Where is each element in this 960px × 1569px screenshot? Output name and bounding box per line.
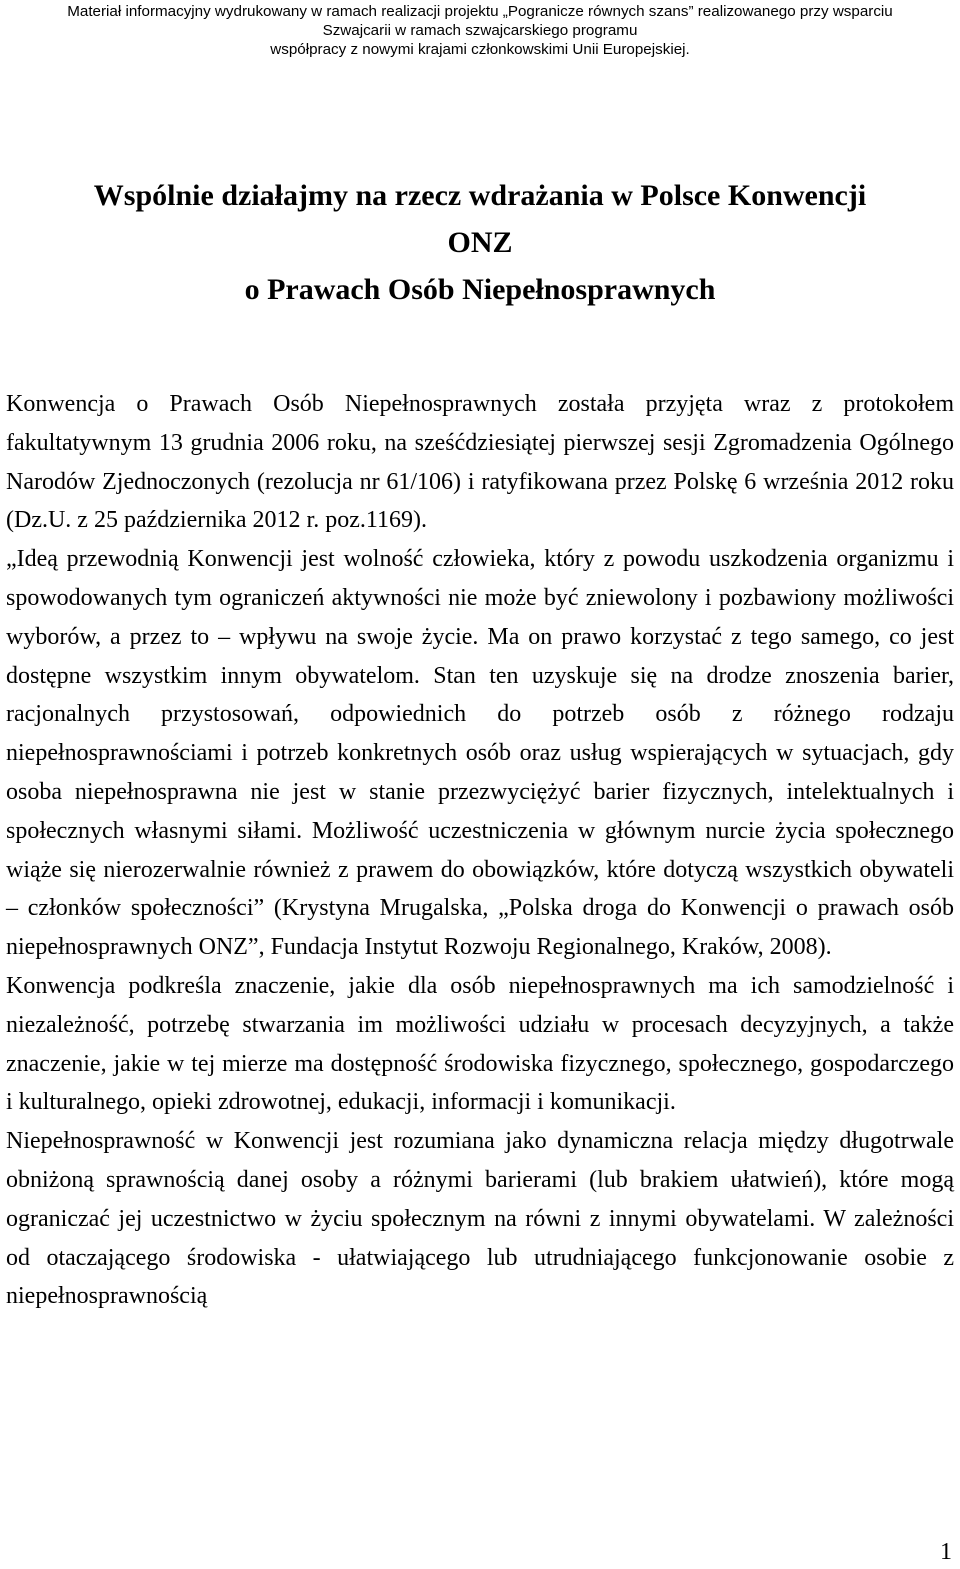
paragraph-disability-definition: Niepełnosprawność w Konwencji jest rozumiana jako dynamiczna relacja między długotrwale obniżoną sprawnością danej osoby a różnymi barierami (lub brakiem ułatwień), które mogą ograniczać jej uczestnictwo w życiu społecznym na równi z innymi obywatelami. W zależności od otaczającego środowiska - ułatwiającego lub utrudniającego funkcjonowanie osobie z niepełnosprawnością <box>6 1128 954 1310</box>
title-line: Wspólnie działajmy na rzecz wdrażania w Polsce Konwencji <box>93 179 867 212</box>
paragraph-convention-emphasis: Konwencja podkreśla znaczenie, jakie dla osób niepełnosprawnych ma ich samodzielność i niezależność, potrzebę stwarzania im możliwości udziału w procesach decyzyjnych, a także znaczenie, jakie w tej mierze ma dostępność środowiska fizycznego, społecznego, gospodarczego i kulturalnego, opieki zdrowotnej, edukacji, informacji i komunikacji. <box>6 972 954 1116</box>
header-note-line: Szwajcarii w ramach szwajcarskiego programu <box>322 22 638 39</box>
document-title <box>0 172 960 313</box>
page-number: 1 <box>940 1539 952 1565</box>
paragraph-convention-adoption: Konwencja o Prawach Osób Niepełnosprawnych została przyjęta wraz z protokołem fakultatywnym 13 grudnia 2006 roku, na sześćdziesiątej pierwszej sesji Zgromadzenia Ogólnego Narodów Zjednoczonych (rezolucja nr 61/106) i ratyfikowana przez Polskę 6 września 2012 roku (Dz.U. z 25 października 2012 r. poz.1169). <box>6 391 954 534</box>
title-line: o Prawach Osób Niepełnosprawnych <box>244 273 716 306</box>
title-line: ONZ <box>447 226 513 259</box>
header-note-line: Materiał informacyjny wydrukowany w ramach realizacji projektu „Pogranicze równych szans” realizowanego przy wsparciu <box>67 3 893 20</box>
header-note <box>0 2 960 59</box>
header-note-line: współpracy z nowymi krajami członkowskimi Unii Europejskiej. <box>270 41 690 58</box>
paragraph-convention-idea-quote: „Ideą przewodnią Konwencji jest wolność człowieka, który z powodu uszkodzenia organizmu i spowodowanych tym ograniczeń aktywności nie może być zniewolony i pozbawiony możliwości wyborów, a przez to – wpływu na swoje życie. Ma on prawo korzystać z tego samego, co jest dostępne wszystkim innym obywatelom. Stan ten uzyskuje się na drodze znoszenia barier, racjonalnych przystosowań, odpowiednich do potrzeb osób z różnego rodzaju niepełnosprawnościami i potrzeb konkretnych osób oraz usług wspierających w sytuacjach, gdy osoba niepełnosprawna nie jest w stanie przezwyciężyć barier fizycznych, intelektualnych i społecznych własnymi siłami. Możliwość uczestniczenia w głównym nurcie życia społecznego wiąże się nierozerwalnie również z prawem do obowiązków, które dotyczą wszystkich obywateli – członków społeczności” (Krystyna Mrugalska, „Polska droga do Konwencji o prawach osób niepełnosprawnych ONZ”, Fundacja Instytut Rozwoju Regionalnego, Kraków, 2008). <box>6 546 954 961</box>
document-body <box>6 385 954 1316</box>
